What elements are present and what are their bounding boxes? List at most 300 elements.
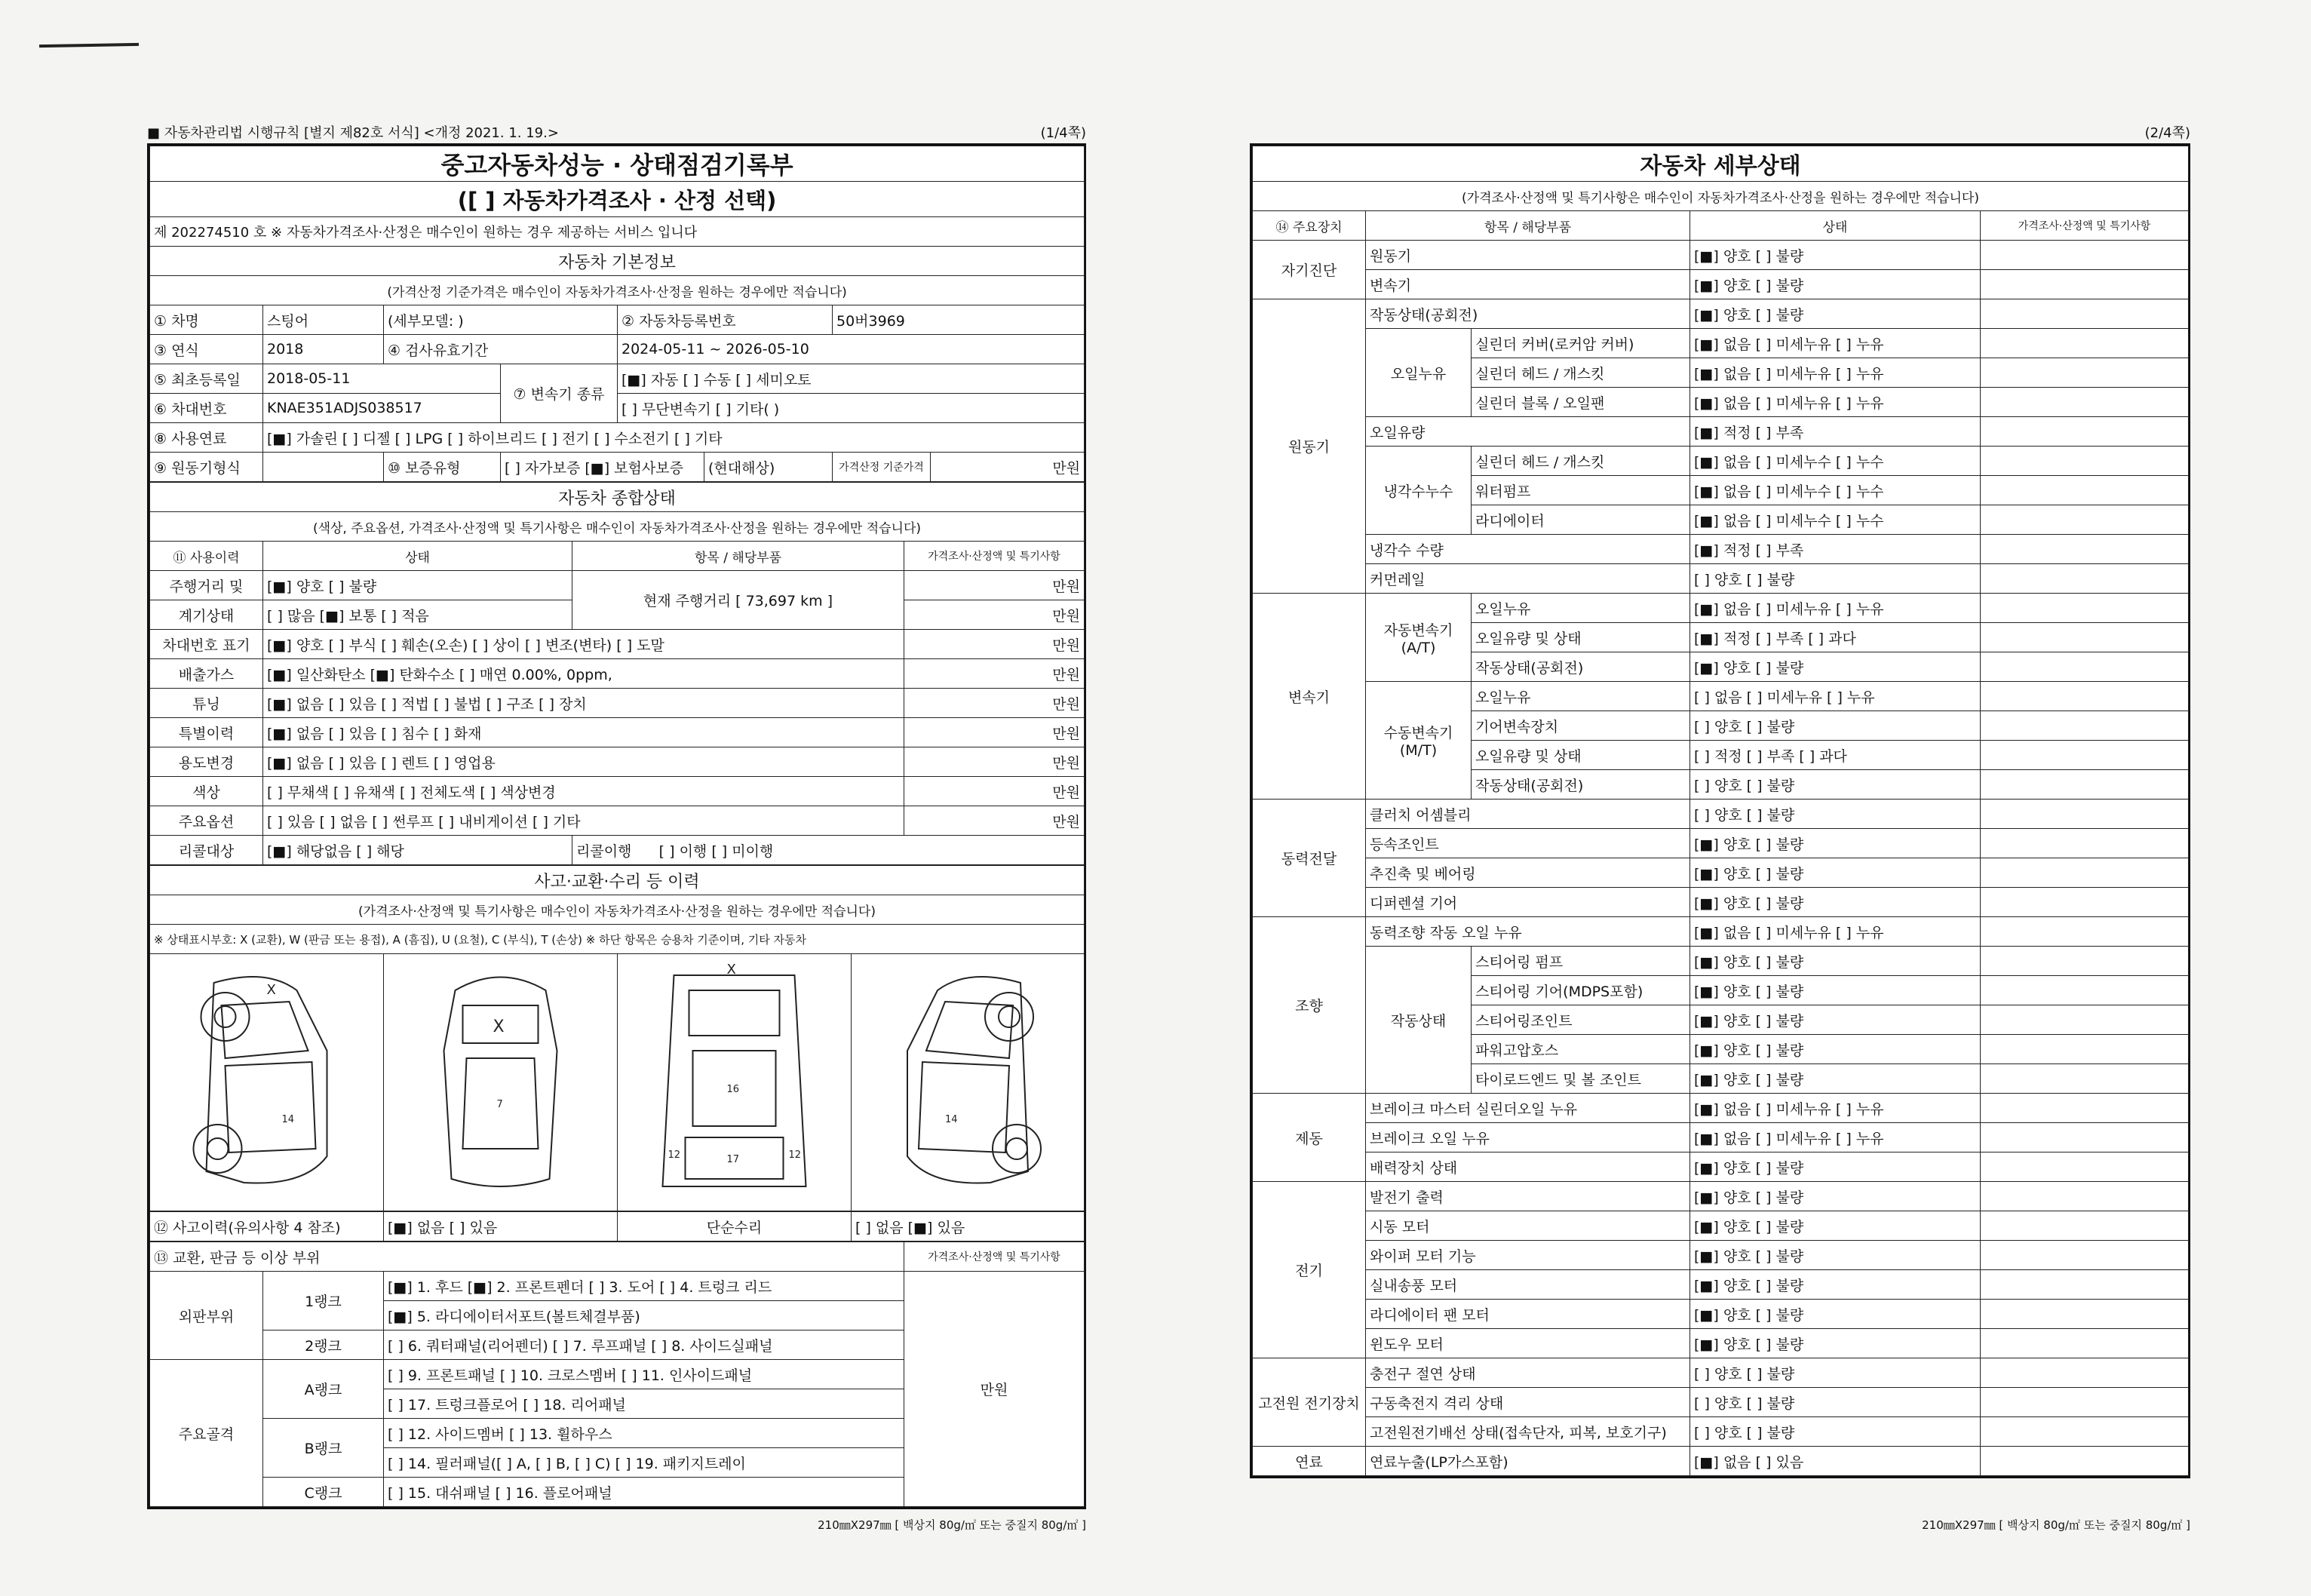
detail-price-note — [1981, 329, 2189, 358]
detail-item: 작동상태(공회전) — [1472, 652, 1690, 682]
detail-state: [ ] 양호 [ ] 불량 — [1690, 1358, 1981, 1388]
detail-row — [1253, 564, 2189, 594]
paper-spec-footer: 210㎜X297㎜ [ 백상지 80g/㎡ 또는 중질지 80g/㎡ ] — [1922, 1518, 2190, 1532]
detail-state: [■] 양호 [ ] 불량 — [1690, 1270, 1981, 1300]
detail-price-note — [1981, 241, 2189, 270]
car-diagram-top — [384, 954, 618, 1211]
detail-price-note — [1981, 447, 2189, 476]
detail-state: [■] 없음 [ ] 미세누유 [ ] 누유 — [1690, 1123, 1981, 1152]
detail-state: [■] 양호 [ ] 불량 — [1690, 270, 1981, 299]
detail-row — [1253, 1123, 2189, 1152]
value-insurer: (현대해상) — [704, 453, 833, 482]
detail-state: [■] 적정 [ ] 부족 [ ] 과다 — [1690, 623, 1981, 652]
detail-state: [ ] 적정 [ ] 부족 [ ] 과다 — [1690, 741, 1981, 770]
overall-state: [ ] 무채색 [ ] 유채색 [ ] 전체도색 [ ] 색상변경 — [263, 777, 904, 806]
detail-price-note — [1981, 1388, 2189, 1417]
detail-item: 클러치 어셈블리 — [1366, 800, 1690, 829]
overall-price: 만원 — [904, 718, 1085, 747]
overall-title: 자동차 종합상태 — [150, 483, 1085, 512]
value-accident-history: [■] 없음 [ ] 있음 — [384, 1212, 618, 1242]
label-reg-number: ② 자동차등록번호 — [618, 305, 833, 335]
paper-spec-footer: 210㎜X297㎜ [ 백상지 80g/㎡ 또는 중질지 80g/㎡ ] — [818, 1518, 1086, 1532]
detail-price-note — [1981, 917, 2189, 947]
detail-state: [■] 없음 [ ] 미세누유 [ ] 누유 — [1690, 358, 1981, 388]
detail-price-note — [1981, 682, 2189, 711]
svg-text:16: 16 — [726, 1083, 740, 1095]
detail-item: 실린더 헤드 / 개스킷 — [1472, 358, 1690, 388]
detail-item: 고전원전기배선 상태(접속단자, 피복, 보호기구) — [1366, 1417, 1690, 1447]
detail-price-note — [1981, 652, 2189, 682]
detail-state: [ ] 양호 [ ] 불량 — [1690, 800, 1981, 829]
recall-done-label: 리콜이행 — [576, 843, 632, 860]
svg-text:X: X — [266, 981, 276, 998]
value-simple-repair: [ ] 없음 [■] 있음 — [852, 1212, 1085, 1242]
detail-state: [■] 없음 [ ] 미세누유 [ ] 누유 — [1690, 329, 1981, 358]
svg-text:X: X — [493, 1017, 505, 1036]
overall-mileage: 현재 주행거리 [ 73,697 km ] — [572, 571, 904, 630]
detail-price-note — [1981, 1182, 2189, 1211]
detail-item: 스티어링 펌프 — [1472, 947, 1690, 976]
label-base-price: 가격산정 기준가격 — [833, 453, 931, 482]
label-fuel: ⑧ 사용연료 — [150, 423, 263, 453]
detail-state: [■] 없음 [ ] 미세누수 [ ] 누수 — [1690, 505, 1981, 535]
detail-price-note — [1981, 564, 2189, 594]
overall-state: [ ] 있음 [ ] 없음 [ ] 썬루프 [ ] 내비게이션 [ ] 기타 — [263, 806, 904, 836]
head-state: 상태 — [1690, 211, 1981, 241]
detail-price-note — [1981, 1241, 2189, 1270]
detail-title: 자동차 세부상태 — [1253, 146, 2189, 182]
detail-price-note — [1981, 1329, 2189, 1358]
head-item: 항목 / 해당부품 — [1366, 211, 1690, 241]
detail-row — [1253, 535, 2189, 564]
form-subtitle: ([ ] 자동차가격조사 · 산정 선택) — [150, 182, 1085, 217]
detail-state: [■] 양호 [ ] 불량 — [1690, 829, 1981, 858]
detail-item: 오일유량 — [1366, 417, 1690, 447]
detail-row — [1253, 1182, 2189, 1211]
detail-state: [ ] 양호 [ ] 불량 — [1690, 711, 1981, 741]
detail-row — [1253, 270, 2189, 299]
overall-state: [■] 없음 [ ] 있음 [ ] 렌트 [ ] 영업용 — [263, 747, 904, 777]
rank-1-items-a: [■] 1. 후드 [■] 2. 프론트펜더 [ ] 3. 도어 [ ] 4. 트렁크 리드 — [384, 1272, 904, 1301]
overall-label: 색상 — [150, 777, 263, 806]
detail-price-note — [1981, 947, 2189, 976]
overall-label-odometer: 주행거리 및 — [150, 571, 263, 600]
value-engine-type — [263, 453, 384, 482]
overall-state: [■] 일산화탄소 [■] 탄화수소 [ ] 매연 0.00%, 0ppm, — [263, 659, 904, 689]
value-detail-model: (세부모델: ) — [384, 305, 618, 335]
svg-text:17: 17 — [726, 1153, 740, 1165]
rank-b-items-b: [ ] 14. 필러패널([ ] A, [ ] B, [ ] C) [ ] 19. 패키지트레이 — [384, 1448, 904, 1478]
exchange-head: ⑬ 교환, 판금 등 이상 부위 — [150, 1242, 904, 1272]
page-number: (1/4쪽) — [1040, 125, 1086, 141]
overall-recall-done — [572, 836, 1085, 865]
basic-info-table — [149, 146, 1085, 482]
label-first-reg: ⑤ 최초등록일 — [150, 364, 263, 394]
basic-info-note: (가격산정 기준가격은 매수인이 자동차가격조사·산정을 원하는 경우에만 적습니다) — [150, 276, 1085, 305]
svg-text:14: 14 — [945, 1113, 958, 1125]
overall-label: 튜닝 — [150, 689, 263, 718]
overall-price: 만원 — [904, 806, 1085, 836]
detail-state: [■] 적정 [ ] 부족 — [1690, 535, 1981, 564]
detail-state: [■] 양호 [ ] 불량 — [1690, 1152, 1981, 1182]
value-fuel: [■] 가솔린 [ ] 디젤 [ ] LPG [ ] 하이브리드 [ ] 전기 [ ] 수소전기 [ ] 기타 — [263, 423, 1085, 453]
detail-row — [1253, 1211, 2189, 1241]
overall-price: 만원 — [904, 600, 1085, 630]
detail-state: [■] 양호 [ ] 불량 — [1690, 652, 1981, 682]
detail-item: 커먼레일 — [1366, 564, 1690, 594]
detail-row — [1253, 947, 2189, 976]
overall-label: 주요옵션 — [150, 806, 263, 836]
regulation-header: ■ 자동차관리법 시행규칙 [별지 제82호 서식] <개정 2021. 1. 19.> — [147, 125, 559, 141]
overall-price: 만원 — [904, 747, 1085, 777]
detail-state: [■] 양호 [ ] 불량 — [1690, 976, 1981, 1005]
rank-b-label: B랭크 — [263, 1419, 384, 1478]
detail-state: [■] 없음 [ ] 미세누유 [ ] 누유 — [1690, 1094, 1981, 1123]
detail-row — [1253, 917, 2189, 947]
detail-row — [1253, 888, 2189, 917]
detail-state: [■] 양호 [ ] 불량 — [1690, 1329, 1981, 1358]
rank-c-items: [ ] 15. 대쉬패널 [ ] 16. 플로어패널 — [384, 1478, 904, 1507]
detail-row — [1253, 1152, 2189, 1182]
detail-price-note — [1981, 299, 2189, 329]
detail-row — [1253, 329, 2189, 358]
value-transmission: [■] 자동 [ ] 수동 [ ] 세미오토 — [618, 364, 1085, 394]
detail-item: 연료누출(LP가스포함) — [1366, 1447, 1690, 1476]
detail-price-note — [1981, 1270, 2189, 1300]
value-inspection-period: 2024-05-11 ~ 2026-05-10 — [618, 335, 1085, 364]
detail-price-note — [1981, 976, 2189, 1005]
label-car-name: ① 차명 — [150, 305, 263, 335]
detail-price-note — [1981, 535, 2189, 564]
detail-price-note — [1981, 1064, 2189, 1094]
device-group-label: 전기 — [1253, 1182, 1366, 1358]
detail-item: 동력조향 작동 오일 누유 — [1366, 917, 1690, 947]
value-warranty: [ ] 자가보증 [■] 보험사보증 — [501, 453, 704, 482]
exchange-table — [149, 1242, 1085, 1507]
page-number: (2/4쪽) — [2144, 125, 2190, 141]
detail-row — [1253, 1300, 2189, 1329]
label-engine-type: ⑨ 원동기형식 — [150, 453, 263, 482]
svg-text:14: 14 — [281, 1113, 295, 1125]
detail-price-note — [1981, 1005, 2189, 1035]
detail-price-note — [1981, 829, 2189, 858]
overall-price: 만원 — [904, 571, 1085, 600]
detail-price-note — [1981, 594, 2189, 623]
detail-row — [1253, 1241, 2189, 1270]
detail-row — [1253, 1329, 2189, 1358]
detail-item: 워터펌프 — [1472, 476, 1690, 505]
detail-row — [1253, 682, 2189, 711]
detail-price-note — [1981, 417, 2189, 447]
overall-state: [■] 없음 [ ] 있음 [ ] 적법 [ ] 불법 [ ] 구조 [ ] 장치 — [263, 689, 904, 718]
device-group-label: 고전원 전기장치 — [1253, 1358, 1366, 1447]
rank-1-label: 1랭크 — [263, 1272, 384, 1331]
detail-state: [ ] 양호 [ ] 불량 — [1690, 1388, 1981, 1417]
detail-price-note — [1981, 270, 2189, 299]
rank-b-items-a: [ ] 12. 사이드멤버 [ ] 13. 휠하우스 — [384, 1419, 904, 1448]
overall-label: 차대번호 표기 — [150, 630, 263, 659]
value-base-price: 만원 — [931, 453, 1085, 482]
detail-state: [■] 양호 [ ] 불량 — [1690, 888, 1981, 917]
detail-row — [1253, 417, 2189, 447]
detail-subgroup-label: 작동상태 — [1366, 947, 1472, 1094]
exchange-head-price: 가격조사·산정액 및 특기사항 — [904, 1242, 1085, 1272]
detail-item: 브레이크 오일 누유 — [1366, 1123, 1690, 1152]
detail-price-note — [1981, 1358, 2189, 1388]
detail-item: 변속기 — [1366, 270, 1690, 299]
detail-item: 윈도우 모터 — [1366, 1329, 1690, 1358]
car-underbody-icon — [618, 960, 851, 1202]
detail-state: [■] 없음 [ ] 미세누유 [ ] 누유 — [1690, 388, 1981, 417]
detail-state: [■] 양호 [ ] 불량 — [1690, 1241, 1981, 1270]
device-group-label: 자기진단 — [1253, 241, 1366, 299]
car-diagram-left-side — [150, 954, 384, 1211]
detail-row — [1253, 1270, 2189, 1300]
detail-item: 타이로드엔드 및 볼 조인트 — [1472, 1064, 1690, 1094]
detail-subgroup-label: 수동변속기 (M/T) — [1366, 682, 1472, 800]
value-car-name: 스팅어 — [263, 305, 384, 335]
basic-info-title: 자동차 기본정보 — [150, 247, 1085, 276]
form-title: 중고자동차성능 · 상태점검기록부 — [150, 146, 1085, 182]
overall-label-gauge: 계기상태 — [150, 600, 263, 630]
detail-price-note — [1981, 1152, 2189, 1182]
detail-price-note — [1981, 800, 2189, 829]
detail-subgroup-label: 냉각수누수 — [1366, 447, 1472, 535]
overall-price: 만원 — [904, 777, 1085, 806]
detail-price-note — [1981, 1417, 2189, 1447]
detail-item: 작동상태(공회전) — [1366, 299, 1690, 329]
accident-title: 사고·교환·수리 등 이력 — [150, 866, 1085, 895]
detail-state: [■] 양호 [ ] 불량 — [1690, 1211, 1981, 1241]
overall-state: [■] 없음 [ ] 있음 [ ] 침수 [ ] 화재 — [263, 718, 904, 747]
form-frame — [147, 143, 1086, 1509]
detail-state: [■] 없음 [ ] 미세누수 [ ] 누수 — [1690, 447, 1981, 476]
detail-state: [ ] 양호 [ ] 불량 — [1690, 564, 1981, 594]
value-first-reg: 2018-05-11 — [263, 364, 501, 394]
detail-item: 배력장치 상태 — [1366, 1152, 1690, 1182]
detail-subgroup-label: 오일누유 — [1366, 329, 1472, 417]
accident-table — [149, 865, 1085, 1211]
detail-row — [1253, 858, 2189, 888]
head-usage: ⑪ 사용이력 — [150, 542, 263, 571]
svg-text:7: 7 — [496, 1098, 503, 1110]
overall-label: 용도변경 — [150, 747, 263, 777]
accident-note: (가격조사·산정액 및 특기사항은 매수인이 자동차가격조사·산정을 원하는 경우에만 적습니다) — [150, 895, 1085, 925]
detail-state: [■] 양호 [ ] 불량 — [1690, 1182, 1981, 1211]
legend-row: ※ 상태표시부호: X (교환), W (판금 또는 용접), A (흠집), U (요철), C (부식), T (손상) ※ 하단 항목은 승용차 기준이며, 기타 자동차 — [150, 925, 1085, 954]
detail-price-note — [1981, 1211, 2189, 1241]
value-reg-number: 50버3969 — [833, 305, 1085, 335]
detail-state: [■] 양호 [ ] 불량 — [1690, 858, 1981, 888]
head-state: 상태 — [263, 542, 572, 571]
detail-state: [■] 양호 [ ] 불량 — [1690, 1005, 1981, 1035]
head-device: ⑭ 주요장치 — [1253, 211, 1366, 241]
value-vin: KNAE351ADJS038517 — [263, 394, 501, 423]
detail-row — [1253, 594, 2189, 623]
detail-row — [1253, 1388, 2189, 1417]
detail-price-note — [1981, 623, 2189, 652]
detail-row — [1253, 800, 2189, 829]
detail-frame — [1250, 143, 2190, 1478]
detail-price-note — [1981, 770, 2189, 800]
detail-price-note — [1981, 1094, 2189, 1123]
detail-price-note — [1981, 741, 2189, 770]
detail-item: 디퍼렌셜 기어 — [1366, 888, 1690, 917]
detail-item: 실내송풍 모터 — [1366, 1270, 1690, 1300]
detail-row — [1253, 1417, 2189, 1447]
recall-done-value: [ ] 이행 [ ] 미이행 — [658, 843, 774, 860]
detail-price-note — [1981, 858, 2189, 888]
device-group-label: 변속기 — [1253, 594, 1366, 800]
overall-label: 배출가스 — [150, 659, 263, 689]
detail-state: [■] 없음 [ ] 미세누수 [ ] 누수 — [1690, 476, 1981, 505]
overall-state: [■] 양호 [ ] 불량 — [263, 571, 572, 600]
detail-row — [1253, 1358, 2189, 1388]
detail-row — [1253, 241, 2189, 270]
detail-body — [1253, 241, 2189, 1476]
detail-item: 브레이크 마스터 실린더오일 누유 — [1366, 1094, 1690, 1123]
device-group-label: 연료 — [1253, 1447, 1366, 1476]
detail-row — [1253, 1094, 2189, 1123]
detail-item: 원동기 — [1366, 241, 1690, 270]
label-inspection-period: ④ 검사유효기간 — [384, 335, 618, 364]
detail-item: 실린더 블록 / 오일팬 — [1472, 388, 1690, 417]
device-group-label: 원동기 — [1253, 299, 1366, 594]
detail-row — [1253, 447, 2189, 476]
detail-price-note — [1981, 476, 2189, 505]
head-item: 항목 / 해당부품 — [572, 542, 904, 571]
device-group-label: 제동 — [1253, 1094, 1366, 1182]
accident-history-table — [149, 1211, 1085, 1242]
car-top-icon — [384, 960, 617, 1202]
overall-label-recall: 리콜대상 — [150, 836, 263, 865]
detail-item: 스티어링조인트 — [1472, 1005, 1690, 1035]
label-model-year: ③ 연식 — [150, 335, 263, 364]
detail-state: [■] 없음 [ ] 있음 — [1690, 1447, 1981, 1476]
label-warranty: ⑩ 보증유형 — [384, 453, 501, 482]
detail-item: 실린더 커버(로커암 커버) — [1472, 329, 1690, 358]
label-accident-history: ⑫ 사고이력(유의사항 4 참조) — [150, 1212, 384, 1242]
overall-note: (색상, 주요옵션, 가격조사·산정액 및 특기사항은 매수인이 자동차가격조사·산정을 원하는 경우에만 적습니다) — [150, 512, 1085, 542]
doc-number-row: 제 202274510 호 ※ 자동차가격조사·산정은 매수인이 원하는 경우 제공하는 서비스 입니다 — [150, 217, 1085, 247]
detail-row — [1253, 829, 2189, 858]
rank-a-items-b: [ ] 17. 트렁크플로어 [ ] 18. 리어패널 — [384, 1389, 904, 1419]
detail-item: 스티어링 기어(MDPS포함) — [1472, 976, 1690, 1005]
detail-status-table — [1252, 146, 2189, 1476]
detail-item: 추진축 및 베어링 — [1366, 858, 1690, 888]
detail-row — [1253, 1447, 2189, 1476]
detail-price-note — [1981, 358, 2189, 388]
detail-item: 파워고압호스 — [1472, 1035, 1690, 1064]
detail-price-note — [1981, 888, 2189, 917]
overall-state: [ ] 많음 [■] 보통 [ ] 적음 — [263, 600, 572, 630]
car-diagram-right-side — [852, 954, 1085, 1211]
exchange-price: 만원 — [904, 1272, 1085, 1507]
head-price-note: 가격조사·산정액 및 특기사항 — [904, 542, 1085, 571]
detail-state: [■] 없음 [ ] 미세누유 [ ] 누유 — [1690, 594, 1981, 623]
detail-state: [■] 없음 [ ] 미세누유 [ ] 누유 — [1690, 917, 1981, 947]
detail-item: 충전구 절연 상태 — [1366, 1358, 1690, 1388]
detail-item: 시동 모터 — [1366, 1211, 1690, 1241]
value-transmission-other: [ ] 무단변속기 [ ] 기타( ) — [618, 394, 1085, 423]
detail-state: [■] 적정 [ ] 부족 — [1690, 417, 1981, 447]
overall-state: [■] 양호 [ ] 부식 [ ] 훼손(오손) [ ] 상이 [ ] 변조(변타) [ ] 도말 — [263, 630, 904, 659]
detail-item: 작동상태(공회전) — [1472, 770, 1690, 800]
detail-state: [ ] 양호 [ ] 불량 — [1690, 1417, 1981, 1447]
detail-state: [ ] 양호 [ ] 불량 — [1690, 770, 1981, 800]
detail-state: [■] 양호 [ ] 불량 — [1690, 1064, 1981, 1094]
label-vin: ⑥ 차대번호 — [150, 394, 263, 423]
label-simple-repair: 단순수리 — [618, 1212, 852, 1242]
detail-state: [■] 양호 [ ] 불량 — [1690, 1035, 1981, 1064]
svg-text:X: X — [726, 961, 736, 978]
detail-price-note — [1981, 711, 2189, 741]
device-group-label: 조향 — [1253, 917, 1366, 1094]
detail-price-note — [1981, 1123, 2189, 1152]
scan-mark — [39, 43, 139, 48]
main-frame-label: 주요골격 — [150, 1360, 263, 1507]
detail-state: [ ] 없음 [ ] 미세누유 [ ] 누유 — [1690, 682, 1981, 711]
detail-item: 냉각수 수량 — [1366, 535, 1690, 564]
detail-item: 실린더 헤드 / 개스킷 — [1472, 447, 1690, 476]
rank-a-label: A랭크 — [263, 1360, 384, 1419]
car-right-side-icon — [852, 960, 1084, 1202]
detail-row — [1253, 299, 2189, 329]
detail-state: [■] 양호 [ ] 불량 — [1690, 947, 1981, 976]
rank-2-items: [ ] 6. 쿼터패널(리어펜더) [ ] 7. 루프패널 [ ] 8. 사이드실패널 — [384, 1331, 904, 1360]
rank-c-label: C랭크 — [263, 1478, 384, 1507]
detail-item: 오일유량 및 상태 — [1472, 623, 1690, 652]
value-model-year: 2018 — [263, 335, 384, 364]
detail-item: 라디에이터 팬 모터 — [1366, 1300, 1690, 1329]
device-group-label: 동력전달 — [1253, 800, 1366, 917]
svg-text:12: 12 — [668, 1149, 681, 1161]
overall-label: 특별이력 — [150, 718, 263, 747]
rank-1-items-b: [■] 5. 라디에이터서포트(볼트체결부품) — [384, 1301, 904, 1331]
detail-item: 발전기 출력 — [1366, 1182, 1690, 1211]
car-diagram-underbody — [618, 954, 852, 1211]
detail-state: [■] 양호 [ ] 불량 — [1690, 1300, 1981, 1329]
detail-price-note — [1981, 1300, 2189, 1329]
detail-item: 오일유량 및 상태 — [1472, 741, 1690, 770]
car-left-side-icon — [150, 960, 383, 1202]
detail-subgroup-label: 자동변속기 (A/T) — [1366, 594, 1472, 682]
detail-state: [■] 양호 [ ] 불량 — [1690, 241, 1981, 270]
detail-price-note — [1981, 505, 2189, 535]
detail-item: 구동축전지 격리 상태 — [1366, 1388, 1690, 1417]
detail-item: 오일누유 — [1472, 594, 1690, 623]
outer-panel-label: 외판부위 — [150, 1272, 263, 1360]
detail-price-note — [1981, 1035, 2189, 1064]
detail-item: 와이퍼 모터 기능 — [1366, 1241, 1690, 1270]
overall-status-table — [149, 482, 1085, 865]
overall-price: 만원 — [904, 630, 1085, 659]
svg-text:12: 12 — [788, 1149, 802, 1161]
detail-price-note — [1981, 388, 2189, 417]
detail-price-note — [1981, 1447, 2189, 1476]
detail-item: 오일누유 — [1472, 682, 1690, 711]
detail-state: [■] 양호 [ ] 불량 — [1690, 299, 1981, 329]
overall-price: 만원 — [904, 689, 1085, 718]
label-transmission: ⑦ 변속기 종류 — [501, 364, 618, 423]
head-price-note: 가격조사·산정액 및 특기사항 — [1981, 211, 2189, 241]
rank-a-items-a: [ ] 9. 프론트패널 [ ] 10. 크로스멤버 [ ] 11. 인사이드패널 — [384, 1360, 904, 1389]
overall-recall-state: [■] 해당없음 [ ] 해당 — [263, 836, 572, 865]
rank-2-label: 2랭크 — [263, 1331, 384, 1360]
overall-price: 만원 — [904, 659, 1085, 689]
detail-item: 기어변속장치 — [1472, 711, 1690, 741]
detail-item: 등속조인트 — [1366, 829, 1690, 858]
